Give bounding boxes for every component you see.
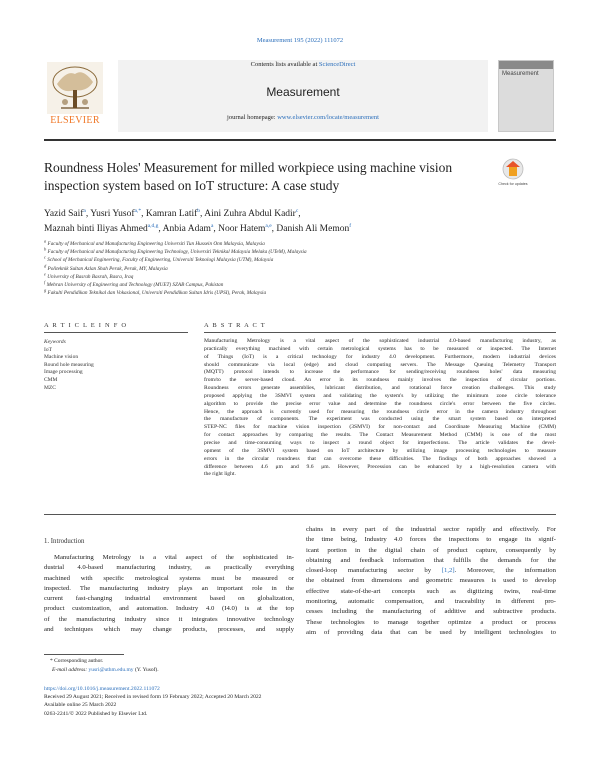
footnote [44, 657, 344, 674]
abstract-heading: A B S T R A C T [204, 322, 266, 329]
abstract-line: Roundness errors generate assemblies, lubricant distribution, and rotational force creation challenges. This study [204, 385, 556, 392]
author-separator: , [271, 223, 277, 234]
affiliation-item [44, 240, 544, 248]
abstract-line: for contact approaches by comparing the results. The Contact Measurement Method (CMM) is one of the most [204, 432, 556, 439]
author-affiliation-marker[interactable]: a,* [134, 207, 142, 214]
abstract-line: algorithm to provide the precise error value and determine the roundness circle's error between the five circles. [204, 400, 556, 407]
author-separator: , [213, 223, 219, 234]
abstract-line: the right light. [204, 471, 236, 478]
affiliation-key: f [44, 279, 46, 285]
abstract-line: (MQTT) protocol intends to increase the performance for sending/receiving roundness holes' data measuring [204, 369, 556, 376]
intro-line: and techniques which may change products, processes, and supply [44, 626, 294, 634]
keywords-list [44, 347, 188, 393]
affiliation-text: University of Basrah Basrah, Basra, Iraq [46, 273, 134, 280]
intro-line: closed-loop manufacturing sector by [1,2]. Moreover, the information [306, 567, 556, 575]
abstract-line: proposed applying the 3SMVI system and validating the system's by utilizing the minimum zone circle tolerance [204, 392, 556, 399]
intro-line: inspected. The manufacturing industry plays an important role in the [44, 584, 294, 592]
affiliation-key: a [44, 238, 47, 244]
affiliation-item [44, 281, 544, 289]
author-name[interactable]: Noor Hatem [218, 223, 266, 234]
received-dates: Received 29 August 2021; Received in revised form 19 February 2022; Accepted 20 March 2022 [44, 694, 262, 701]
affiliation-key: g [44, 287, 47, 293]
doi-link[interactable]: https://doi.org/10.1016/j.measurement.2022.111072 [44, 686, 160, 692]
sciencedirect-link[interactable]: ScienceDirect [318, 61, 356, 68]
article-info-divider [44, 332, 188, 333]
abstract-line: the manufacture of components. The experiment was conducted using the smart system based on interpreted [204, 416, 556, 423]
abstract-line: STEP-NC files for machine vision inspection (3SMVI) for non-contact and Coordinate Measuring Machine (CMM) [204, 424, 556, 431]
elsevier-wordmark: ELSEVIER [50, 115, 100, 126]
author-affiliation-marker[interactable]: b [197, 207, 201, 214]
author-separator: , [200, 209, 205, 219]
title-line-2: inspection system based on IoT structure: A case study [44, 178, 340, 193]
author-name[interactable]: Kamran Latif [145, 209, 198, 219]
author-separator: , [141, 209, 146, 219]
updates-badge-label: Check for updates [498, 182, 528, 186]
corresponding-author-note: * Corresponding author. [50, 658, 104, 664]
author-affiliation-marker[interactable]: f [349, 222, 352, 229]
abstract-divider [204, 332, 556, 333]
intro-line: dustrial 4.0-based manufacturing industry, as practically everything [44, 564, 294, 572]
online-date: Available online 25 March 2022 [44, 702, 117, 709]
affiliation-text: Fakulti Pendidikan Teknikal dan Vokasional, Universiti Pendidikan Sultan Idris (UPSI), Perak, Malaysia [46, 290, 267, 297]
intro-line: These technologies to manage together optimize a product or process [306, 618, 556, 626]
author-name[interactable]: Danish Ali Memon [276, 223, 350, 234]
author-affiliation-marker[interactable]: a [83, 207, 86, 214]
intro-line: effective state-of-the-art concepts such as digitizing twins, real-time [306, 587, 556, 595]
abstract-line: Manufacturing Metrology is a vital aspect of the sophisticated industrial 4.0-based manufacturing industry, as [204, 338, 556, 344]
intro-line: monitoring, automatic compensation, and traceability in different pro- [306, 598, 556, 606]
abstract-body [204, 338, 556, 479]
keyword-item: Machine vision [44, 354, 79, 361]
intro-line: product customization, and automation. Industry 4.0 (I4.0) is at the top [44, 605, 294, 613]
abstract-line: from/to the server-based cloud. An error in its roundness mainly involves the inspection of circular portions. [204, 377, 556, 384]
intro-left-column [44, 553, 294, 635]
header-divider [44, 139, 556, 141]
email-line [44, 666, 344, 675]
intro-line: Manufacturing Metrology is a vital aspect of the sophisticated in- [54, 554, 294, 561]
keyword-item: MZC [44, 384, 56, 391]
introduction-heading: 1. Introduction [44, 538, 85, 545]
contents-prefix: Contents lists available at [250, 61, 319, 68]
abstract-bottom-divider [44, 514, 556, 515]
abstract-line: should communicate via local (edge) and cloud computing servers. The Message Queuing Telemetry Transport [204, 361, 556, 368]
intro-line: current fast-changing industrial environment based on globalization, [44, 595, 294, 603]
keywords-block [44, 339, 188, 392]
keyword-item: CMM [44, 376, 58, 383]
affiliation-item [44, 289, 544, 297]
abstract-line: precise and time-consuming ways to inspect a round object for imperfections. The article validates the devel- [204, 439, 556, 446]
keyword-item: IoT [44, 346, 52, 353]
intro-right-column [306, 525, 556, 638]
intro-line: icant portion in the digital chain of product capture, consequently by [306, 546, 556, 554]
author-separator: , [298, 209, 301, 219]
affiliation-key: c [44, 254, 46, 260]
check-for-updates-icon[interactable] [500, 157, 526, 191]
paper-title [44, 159, 484, 195]
email-label: E-mail address: [52, 666, 89, 673]
intro-line: aim of providing data that can be used by intelligent technologies to [306, 628, 556, 636]
intro-line: the obtained from dimensions and geometric measures is used to develop [306, 577, 556, 585]
elsevier-logo[interactable] [45, 62, 105, 128]
title-line-1: Roundness Holes' Measurement for milled workpiece using machine vision [44, 160, 453, 175]
affiliations [44, 240, 544, 297]
footnote-divider [44, 654, 124, 655]
affiliation-text: Politeknik Sultan Azlan Shah Perak, Perak, MY, Malaysia [46, 265, 168, 272]
abstract-line: errors in the circular roundness that can overcome these difficulties. The findings of both approaches showed a [204, 455, 556, 462]
affiliation-item [44, 248, 544, 256]
intro-line: of the manufacturing industry since it integrates innovative technology [44, 615, 294, 623]
keyword-item: Round hole measuring [44, 361, 94, 368]
author-name[interactable]: Aini Zuhra Abdul Kadir [204, 209, 296, 219]
affiliation-item [44, 262, 544, 273]
cover-title: Measurement [502, 71, 539, 77]
cover-band [499, 61, 553, 69]
affiliation-key: e [44, 271, 46, 277]
article-history [44, 685, 444, 718]
affiliation-item [44, 273, 544, 281]
copyright: 0263-2241/© 2022 Published by Elsevier Ltd. [44, 710, 148, 717]
intro-line: cesses including the manufacturing of additive and subtractive products. [306, 608, 556, 616]
homepage-line [118, 114, 488, 121]
abstract-line: Hence, the approach is currently used for measuring the roundness circle error in the camera industry throughout [204, 408, 556, 415]
intro-line: chains in every part of the industrial sector rapidly and effectively. For [306, 526, 556, 533]
abstract-line: difference between 4.6 μm and 9.6 μm. However, Precession can be enhanced by a high-resolution camera with [204, 463, 556, 470]
author-affiliation-marker[interactable]: a [210, 222, 214, 229]
author-affiliation-marker[interactable]: a,e [265, 222, 272, 229]
email-link[interactable]: yusri@uthm.edu.my [88, 666, 134, 673]
affiliation-key: d [44, 262, 47, 268]
author-affiliation-marker[interactable]: a,d,g [147, 222, 159, 229]
keywords-title: Keywords [44, 339, 66, 345]
homepage-link[interactable]: www.elsevier.com/locate/measurement [277, 114, 379, 121]
journal-cover-thumbnail[interactable] [498, 60, 554, 132]
email-tail: (Y. Yusof). [133, 666, 159, 673]
affiliation-text: Faculty of Mechanical and Manufacturing Engineering Universiti Tun Hussein Onn Malaysia, Malaysia [46, 241, 265, 247]
affiliation-text: School of Mechanical Engineering, Faculty of Engineering, Universiti Teknologi Malaysia (UTM), Malaysia [46, 257, 274, 264]
author-name[interactable]: Yazid Saif [44, 209, 84, 219]
abstract-line: opment of the 3SMVI system based on IoT architecture by utilizing image processing technologies to measure [204, 447, 556, 454]
citation-link[interactable]: [1,2] [441, 567, 455, 575]
contents-line [118, 61, 488, 68]
author-separator: , [158, 223, 163, 234]
journal-name[interactable]: Measurement [266, 85, 340, 99]
intro-text-tail: . Moreover, the information [454, 567, 556, 575]
abstract-line: practically everything machined with certain metrological systems has to be measured or inspected. The Internet [204, 345, 556, 352]
affiliation-text: Faculty of Mechanical and Manufacturing Engineering Technology, Universiti Teknikal Malaysia Melaka (UTeM), Malaysia [46, 249, 307, 256]
homepage-prefix: journal homepage: [227, 114, 278, 121]
author-name[interactable]: Maznah binti Iliyas Ahmed [44, 223, 148, 234]
affiliation-key: b [44, 246, 47, 252]
affiliation-item [44, 256, 544, 264]
author-name[interactable]: Yusri Yusof [90, 209, 135, 219]
abstract-line: of Things (IoT) is a critical technology for industry 4.0 development. Furthermore, modern industrial devices [204, 353, 556, 360]
article-info-heading: A R T I C L E I N F O [44, 322, 128, 329]
author-separator: , [85, 209, 91, 219]
author-list [44, 207, 544, 236]
author-name[interactable]: Anbia Adam [162, 223, 211, 234]
intro-line: obtaining and feedback information that fulfills the demands for the [306, 556, 556, 564]
elsevier-tree-icon [47, 62, 103, 114]
affiliation-text: Mehran University of Engineering and Technology (MUET) SZAB Campus, Pakistan [45, 282, 224, 289]
keyword-item: Image processing [44, 369, 83, 376]
author-affiliation-marker[interactable]: c [295, 207, 299, 214]
intro-line: the time being, Industry 4.0 forces the inspections to engage its signif- [306, 536, 556, 544]
journal-reference[interactable]: Measurement 195 (2022) 111072 [256, 37, 344, 44]
intro-line: machined with specific metrological systems must be measured or [44, 574, 294, 582]
